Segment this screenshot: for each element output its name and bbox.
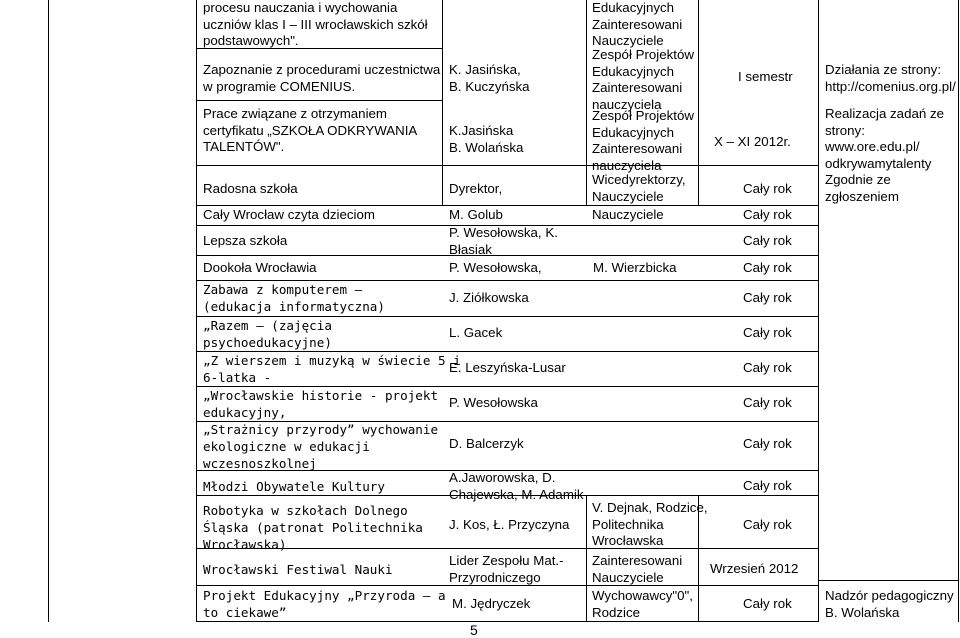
text-line: „Razem – (zajęcia — [203, 318, 332, 333]
row-caly-wroclaw-term: Cały rok — [743, 207, 792, 222]
project-1-activity — [203, 317, 332, 351]
project-8-leader: M. Jędryczek — [452, 596, 531, 611]
project-1-term: Cały rok — [743, 325, 792, 340]
text-line: Lider Zespołu Mat.- — [449, 553, 564, 568]
text-line: Działania ze strony: — [825, 62, 942, 77]
text-line: B. Wolańska — [825, 604, 900, 620]
note-zgloszenie — [825, 172, 899, 205]
term-r4: Cały rok — [743, 181, 792, 196]
project-2-activity — [203, 352, 461, 386]
text-line: podstawowych". — [203, 33, 299, 48]
text-line: Rodzice — [592, 604, 641, 620]
project-3-activity — [203, 387, 438, 421]
text-line: Realizacja zadań ze — [825, 106, 945, 121]
text-line: Edukacyjnych — [592, 63, 675, 79]
row-lepsza-term: Cały rok — [743, 233, 792, 248]
recipients-r4 — [592, 172, 686, 205]
recipients-r1 — [592, 0, 682, 50]
page-number: 5 — [470, 622, 478, 638]
text-line: psychoedukacyjne) — [203, 335, 332, 350]
text-line: Wicedyrektorzy, — [592, 172, 686, 187]
text-line: P. Wesołowska, K. — [449, 225, 558, 240]
text-line: Zainteresowani — [592, 553, 683, 568]
project-8-recipients — [592, 588, 693, 621]
text-line: Zespół Projektów — [592, 108, 694, 123]
text-line: Nadzór pedagogiczny — [825, 588, 954, 603]
text-line: „Z wierszem i muzyką w świecie 5 i — [203, 353, 461, 368]
text-line: V. Dejnak, Rodzice, — [592, 500, 708, 515]
term-date: X – XI 2012r. — [714, 134, 791, 149]
activity-r1 — [203, 0, 428, 50]
text-line: „Strażnicy przyrody” wychowanie — [203, 422, 439, 437]
text-line: Robotyka w szkołach Dolnego — [203, 503, 408, 518]
text-line: „Wrocławskie historie - projekt — [203, 388, 439, 403]
project-5-term: Cały rok — [743, 478, 792, 493]
text-line: Zapoznanie z procedurami uczestnictwa — [203, 62, 441, 77]
text-line: Zespół Projektów — [592, 47, 694, 62]
text-line: uczniów klas I – III wrocławskich szkół — [203, 16, 428, 32]
project-6-recipients — [592, 500, 708, 550]
text-line: Chajewska, M. Adamik — [449, 486, 584, 502]
text-line: Zgodnie ze — [825, 172, 891, 187]
text-line: K.Jasińska — [449, 123, 514, 138]
text-line: K. Jasińska, — [449, 62, 521, 77]
text-line: Edukacyjnych — [592, 124, 675, 140]
text-line: Wrocławska — [592, 533, 664, 548]
text-line: nauczyciela — [592, 96, 662, 112]
text-line: TALENTÓW". — [203, 139, 285, 154]
text-line: edukacyjny, — [203, 405, 287, 420]
project-8-activity — [203, 587, 446, 621]
text-line: B. Wolańska — [449, 139, 524, 155]
project-6-activity — [203, 502, 423, 553]
project-2-leader: E. Leszyńska-Lusar — [449, 360, 566, 375]
recipients-r3 — [592, 108, 694, 174]
text-line: http://comenius.org.pl/ — [825, 78, 956, 94]
project-0-leader: J. Ziółkowska — [449, 290, 529, 305]
row-dookola-leader2: M. Wierzbicka — [593, 260, 677, 275]
row-caly-wroclaw-recipients: Nauczyciele — [592, 207, 664, 222]
text-line: odkrywamytalenty — [825, 155, 932, 171]
project-6-leader: J. Kos, Ł. Przyczyna — [449, 517, 570, 532]
text-line: strony: — [825, 122, 865, 138]
row-dookola-activity: Dookoła Wrocławia — [203, 260, 317, 275]
text-line: wczesnoszkolnej — [203, 456, 317, 471]
project-0-activity — [203, 281, 385, 315]
project-0-term: Cały rok — [743, 290, 792, 305]
activity-r4: Radosna szkoła — [203, 181, 298, 196]
text-line: to ciekawe” — [203, 605, 287, 620]
project-5-activity: Młodzi Obywatele Kultury — [203, 479, 385, 494]
text-line: Śląska (patronat Politechnika — [203, 520, 423, 535]
text-line: ekologiczne w edukacji — [203, 439, 370, 454]
text-line: zgłoszeniem — [825, 188, 899, 204]
text-line: 6-latka - — [203, 370, 272, 385]
project-7-leader — [449, 553, 564, 586]
activity-r3 — [203, 106, 417, 156]
text-line: Zainteresowani — [592, 141, 683, 156]
text-line: nauczyciela — [592, 157, 662, 173]
leader-r2 — [449, 62, 530, 95]
project-1-leader: L. Gacek — [449, 325, 503, 340]
text-line: Wrocławska) — [203, 537, 287, 552]
project-2-term: Cały rok — [743, 360, 792, 375]
text-line: Wychowawcy"0", — [592, 588, 693, 603]
text-line: w programie COMENIUS. — [203, 78, 356, 94]
note-talenty — [825, 106, 944, 172]
text-line: Błasiak — [449, 241, 492, 257]
project-7-recipients — [592, 553, 682, 586]
text-line: Nauczyciele — [592, 33, 664, 48]
project-3-term: Cały rok — [743, 395, 792, 410]
leader-r4: Dyrektor, — [449, 181, 503, 196]
text-line: Zabawa z komputerem – — [203, 282, 363, 297]
row-lepsza-leader — [449, 225, 558, 258]
note-nadzor — [825, 588, 954, 621]
project-8-term: Cały rok — [743, 596, 792, 611]
text-line: B. Kuczyńska — [449, 78, 530, 94]
text-line: procesu nauczania i wychowania — [203, 0, 398, 15]
text-line: Nauczyciele — [592, 569, 664, 585]
text-line: Edukacyjnych — [592, 0, 675, 15]
project-4-activity — [203, 421, 438, 472]
recipients-r2 — [592, 47, 694, 113]
text-line: Zainteresowani — [592, 80, 683, 95]
row-dookola-leader: P. Wesołowska, — [449, 260, 542, 275]
note-comenius — [825, 62, 956, 95]
text-line: Zainteresowani — [592, 16, 683, 32]
text-line: Projekt Edukacyjny „Przyroda – a — [203, 588, 446, 603]
text-line: www.ore.edu.pl/ — [825, 139, 920, 154]
row-lepsza-activity: Lepsza szkoła — [203, 233, 288, 248]
text-line: Politechnika — [592, 516, 664, 532]
text-line: (edukacja informatyczna) — [203, 299, 385, 314]
term-semestr: I semestr — [738, 69, 793, 84]
text-line: A.Jaworowska, D. — [449, 470, 556, 485]
project-3-leader: P. Wesołowska — [449, 395, 538, 410]
text-line: Prace związane z otrzymaniem — [203, 106, 388, 121]
text-line: Przyrodniczego — [449, 569, 541, 585]
row-caly-wroclaw-activity: Cały Wrocław czyta dzieciom — [203, 207, 375, 222]
project-7-term: Wrzesień 2012 — [710, 561, 799, 576]
project-7-activity: Wrocławski Festiwal Nauki — [203, 562, 393, 577]
project-6-term: Cały rok — [743, 517, 792, 532]
text-line: Nauczyciele — [592, 188, 664, 204]
text-line: certyfikatu „SZKOŁA ODKRYWANIA — [203, 122, 418, 138]
project-4-term: Cały rok — [743, 436, 792, 451]
leader-r3 — [449, 123, 523, 156]
row-caly-wroclaw-leader: M. Golub — [449, 207, 503, 222]
row-dookola-term: Cały rok — [743, 260, 792, 275]
project-5-leader — [449, 470, 584, 503]
activity-r2 — [203, 62, 440, 95]
project-4-leader: D. Balcerzyk — [449, 436, 524, 451]
